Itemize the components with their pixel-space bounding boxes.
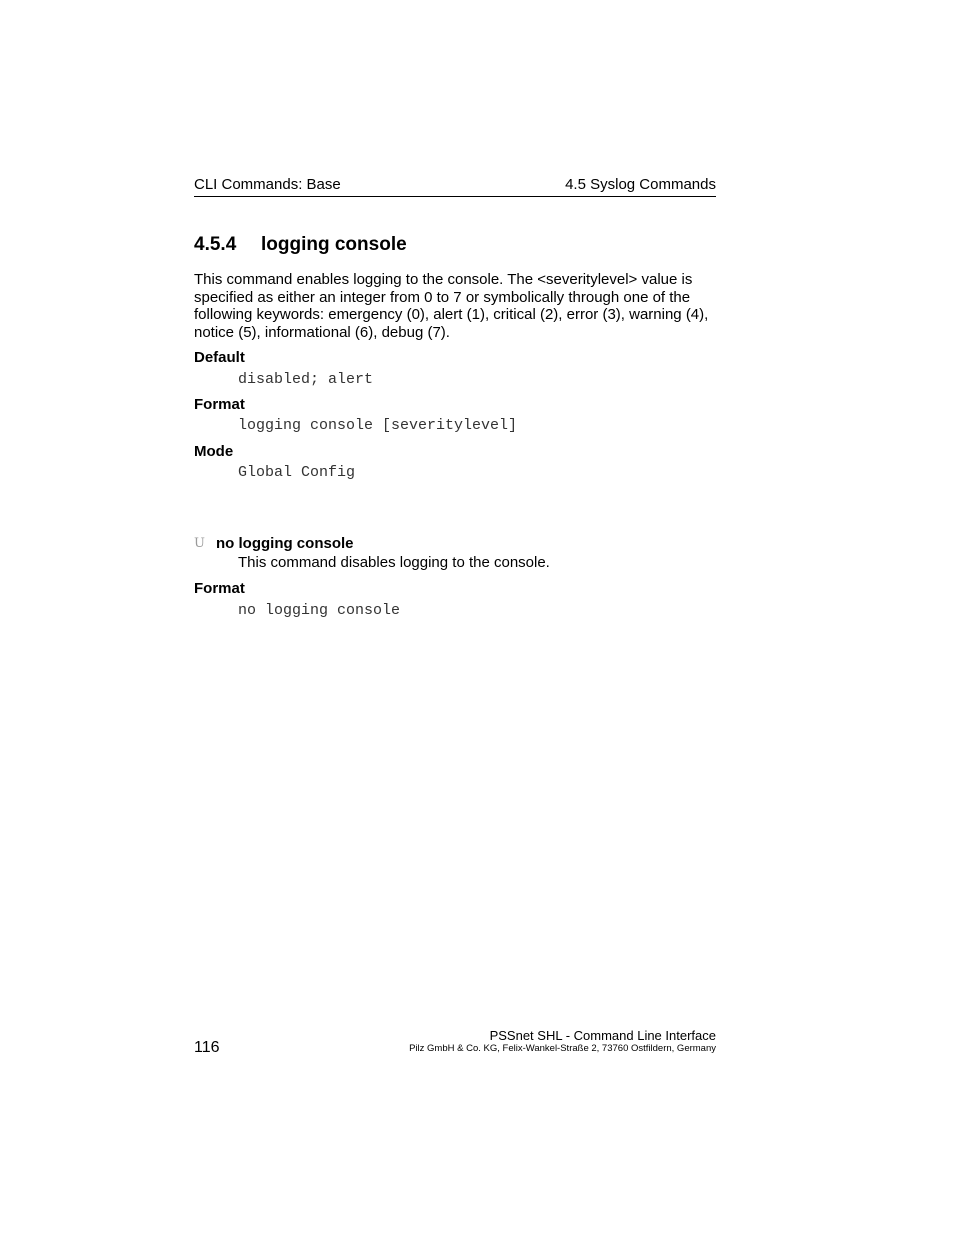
section-intro-paragraph: This command enables logging to the console. The <severitylevel> value is specified as either an integer from 0 to 7 or symbolically through one of the following keywords: emergency (0), alert (1), critical (2), error (3), warning (4), notice (5), informational (6), debug (7). <box>194 271 709 342</box>
section-number: 4.5.4 <box>194 234 237 255</box>
default-value: disabled; alert <box>238 371 374 388</box>
default-label: Default <box>194 349 245 366</box>
footer-address: Pilz GmbH & Co. KG, Felix-Wankel-Straße 2, 73760 Ostfildern, Germany <box>409 1043 716 1054</box>
format-label: Format <box>194 396 245 413</box>
footer-document-title: PSSnet SHL - Command Line Interface <box>489 1028 716 1043</box>
no-command-format-value: no logging console <box>238 602 401 619</box>
mode-label: Mode <box>194 443 234 460</box>
header-divider <box>194 196 716 197</box>
no-command-format-label: Format <box>194 580 245 597</box>
section-title: logging console <box>261 234 407 255</box>
format-value: logging console [severitylevel] <box>238 417 518 434</box>
no-command-description: This command disables logging to the console. <box>238 554 550 571</box>
running-header-chapter: CLI Commands: Base <box>194 176 341 193</box>
no-command-heading: no logging console <box>216 535 354 552</box>
mode-value: Global Config <box>238 464 356 481</box>
bullet-marker: U <box>194 536 205 551</box>
running-header-section: 4.5 Syslog Commands <box>565 176 716 193</box>
page-number: 116 <box>194 1039 220 1056</box>
section-heading <box>194 233 407 257</box>
